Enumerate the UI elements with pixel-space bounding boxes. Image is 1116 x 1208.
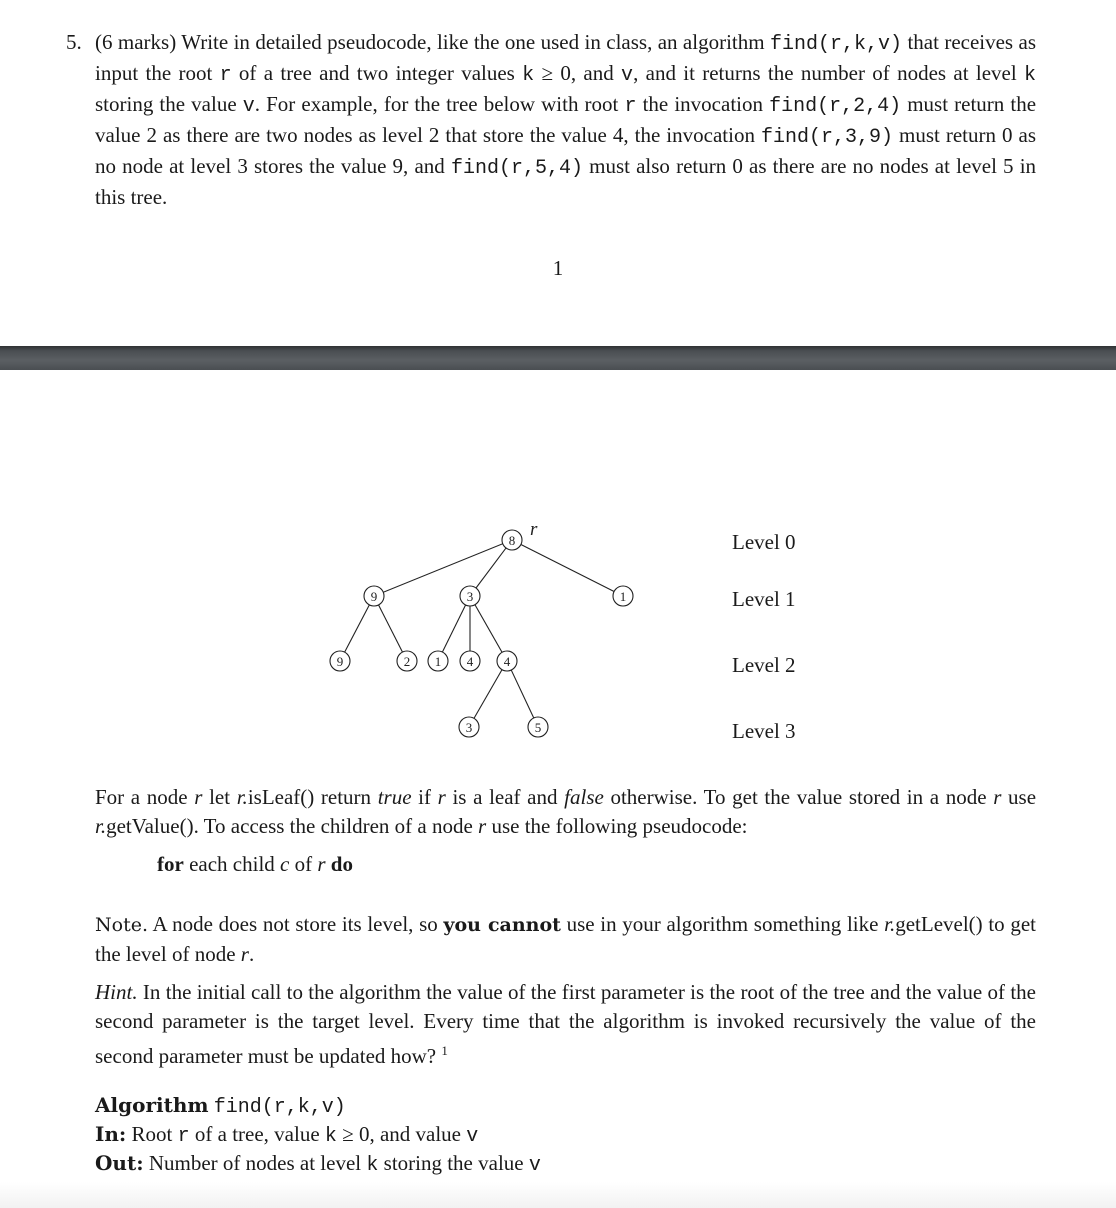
tree-edge — [507, 661, 538, 727]
node-value: 9 — [370, 589, 378, 604]
level-2-label: Level 2 — [732, 653, 796, 677]
algorithm-header — [95, 1091, 541, 1178]
note-label: Note. — [95, 914, 148, 936]
bottom-edge — [0, 1182, 1116, 1208]
level-0-label: Level 0 — [732, 530, 796, 554]
hint-paragraph: Hint. In the initial call to the algorithm the value of the first parameter is the root of the tree and the value of the second parameter is the target level. Every time that the algorithm is invoked recursively the value of the second parameter must be updated how? $^1$ — [95, 980, 1037, 1068]
node-value: 4 — [466, 654, 474, 669]
level-1-label: Level 1 — [732, 587, 796, 611]
page-number: 1 — [552, 256, 564, 280]
tree-edge — [512, 540, 623, 596]
note-paragraph: Note. A node does not store its level, so you cannot use in your algorithm something like r.getLevel() to get the level of node r. — [95, 912, 1036, 966]
node-value: 3 — [466, 589, 474, 604]
root-label: r — [530, 519, 538, 540]
tree-edge — [470, 596, 507, 661]
level-3-label: Level 3 — [732, 719, 796, 743]
node-value: 4 — [503, 654, 511, 669]
api-paragraph: For a node r let r.isLeaf() return true if r is a leaf and false otherwise. To get the value stored in a node r use r.getValue(). To access the children of a node r use the following pseudocode: — [95, 785, 1037, 838]
hint-label: Hint. — [95, 980, 138, 1004]
question-number: 5. — [66, 30, 82, 54]
tree-edge — [374, 596, 407, 661]
node-value: 1 — [619, 589, 627, 604]
tree-edge — [469, 661, 507, 727]
node-value: 5 — [534, 720, 542, 735]
for-each-pseudocode: for each child c of r do — [157, 852, 353, 876]
tree-diagram — [320, 515, 640, 745]
footnote-marker: 1 — [441, 1043, 448, 1058]
tree-edge — [438, 596, 470, 661]
algorithm-output: Out: Number of nodes at level k storing the value v — [95, 1151, 541, 1177]
node-value: 9 — [336, 654, 344, 669]
node-value: 2 — [403, 654, 411, 669]
node-value: 3 — [465, 720, 473, 735]
page-divider — [0, 346, 1116, 370]
question-text: (6 marks) Write in detailed pseudocode, like the one used in class, an algorithm find(r,k,v) that receives as input the root r of a tree and two integer values k ≥ 0, and v, and it returns the number of nodes at level k storing the value v. For example, for the tree below with root r the invocation find(r,2,4) must return the value 2 as there are two nodes as level 2 that store the value 4, the invocation find(r,3,9) must return 0 as no node at level 3 stores the value 9, and find(r,5,4) must also return 0 as there are no nodes at level 5 in this tree. — [95, 30, 1037, 209]
node-value: 8 — [508, 533, 516, 548]
algorithm-input: In: Root r of a tree, value k ≥ 0, and value v — [95, 1122, 479, 1148]
algorithm-signature: Algorithm find(r,k,v) — [95, 1093, 346, 1119]
tree-edge — [340, 596, 374, 661]
node-value: 1 — [434, 654, 442, 669]
